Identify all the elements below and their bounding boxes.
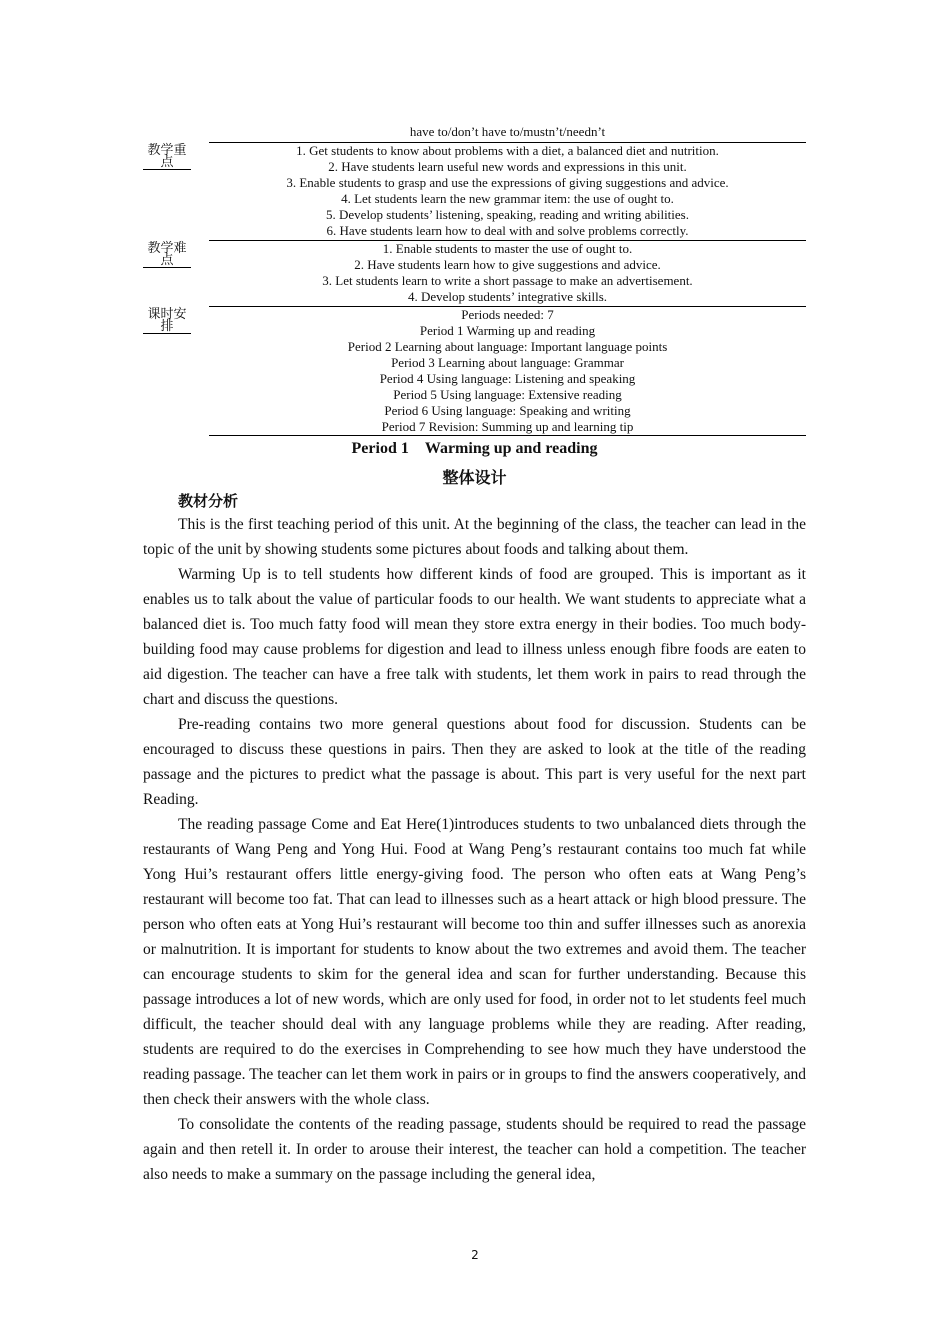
body-text <box>143 512 806 1187</box>
schedule-content <box>209 307 806 435</box>
grammar-line: have to/don’t have to/mustn’t/needn’t <box>409 124 606 139</box>
list-item: 4. Develop students’ integrative skills. <box>407 289 608 304</box>
paragraph: This is the first teaching period of this unit. At the beginning of the class, the teacher can lead in the topic of the unit by showing students some pictures about foods and talking about them. <box>143 516 806 558</box>
table-rule <box>209 435 806 436</box>
list-item: 4. Let students learn the new grammar item: the use of ought to. <box>341 191 674 206</box>
list-item: Period 1 Warming up and reading <box>419 323 596 338</box>
list-item: 2. Have students learn how to give suggestions and advice. <box>354 257 661 272</box>
design-title: 整体设计 <box>442 468 507 487</box>
key-points-content <box>209 143 806 239</box>
period-title: Period 1 Warming up and reading <box>351 440 598 457</box>
paragraph: The reading passage Come and Eat Here(1)introduces students to two unbalanced diets through the restaurants of Wang Peng and Yong Hui. Food at Wang Peng’s restaurant contains too much fat while Yong Hui’s restaurant offers little energy-giving food. The person who often eats at Wang Peng’s restaurant will become too fat. That can lead to illnesses such as a heart attack or high blood pressure. The person who often eats at Yong Hui’s restaurant will become too thin and suffer illnesses such as anorexia or malnutrition. It is important for students to know about the two extremes and avoid them. The teacher can encourage students to skim for the general idea and scan for further understanding. Because this passage introduces a lot of new words, which are only used for food, in order not to let students feel much difficult, the teacher should deal with any language problems while they are reading. After reading, students are required to do the exercises in Comprehending to see how much they have understood the reading passage. The teacher can let them work in pairs or in groups to find the answers cooperatively, and then check their answers with the whole class. <box>143 816 806 1108</box>
list-item: Period 2 Learning about language: Important language points <box>347 339 668 354</box>
paragraph: To consolidate the contents of the reading passage, students should be required to read the passage again and then retell it. In order to arouse their interest, the teacher can hold a competition. The teacher also needs to make a summary on the passage including the general idea, <box>143 1116 806 1183</box>
list-item: 6. Have students learn how to deal with and solve problems correctly. <box>326 223 689 238</box>
list-item: 3. Enable students to grasp and use the expressions of giving suggestions and advice. <box>286 175 729 190</box>
key-points-label: 教学重 点 <box>143 144 191 170</box>
paragraph: Pre-reading contains two more general questions about food for discussion. Students can be encouraged to discuss these questions in pairs. Then they are asked to look at the title of the reading passage and the pictures to predict what the passage is about. This part is very useful for the next part Reading. <box>143 716 806 808</box>
list-item: Period 3 Learning about language: Grammar <box>391 355 624 370</box>
list-item: 1. Get students to know about problems with a diet, a balanced diet and nutrition. <box>296 143 719 158</box>
list-item: Period 5 Using language: Extensive reading <box>393 387 622 402</box>
list-item: Period 6 Using language: Speaking and writing <box>384 403 631 418</box>
list-item: Period 7 Revision: Summing up and learning tip <box>381 419 634 434</box>
list-item: Periods needed: 7 <box>461 307 554 322</box>
list-item: 5. Develop students’ listening, speaking, reading and writing abilities. <box>326 207 689 222</box>
difficult-points-label: 教学难 点 <box>143 242 191 268</box>
list-item: 3. Let students learn to write a short passage to make an advertisement. <box>322 273 693 288</box>
section-heading: 教材分析 <box>178 492 239 510</box>
paragraph: Warming Up is to tell students how different kinds of food are grouped. This is important as it enables us to talk about the value of particular foods to our health. We want students to appreciate what a balanced diet is. Too much fatty food will mean they store extra energy in their bodies. Too much body-building food may cause problems for digestion and lead to illness unless enough fibre foods are eaten to aid digestion. The teacher can have a free talk with students, let them work in pairs to read through the chart and discuss the questions. <box>143 566 806 708</box>
list-item: Period 4 Using language: Listening and speaking <box>379 371 636 386</box>
list-item: 2. Have students learn useful new words and expressions in this unit. <box>328 159 687 174</box>
list-item: 1. Enable students to master the use of ought to. <box>382 241 633 256</box>
schedule-label: 课时安 排 <box>143 308 191 334</box>
page-number: 2 <box>471 1248 479 1262</box>
difficult-points-content <box>209 241 806 305</box>
